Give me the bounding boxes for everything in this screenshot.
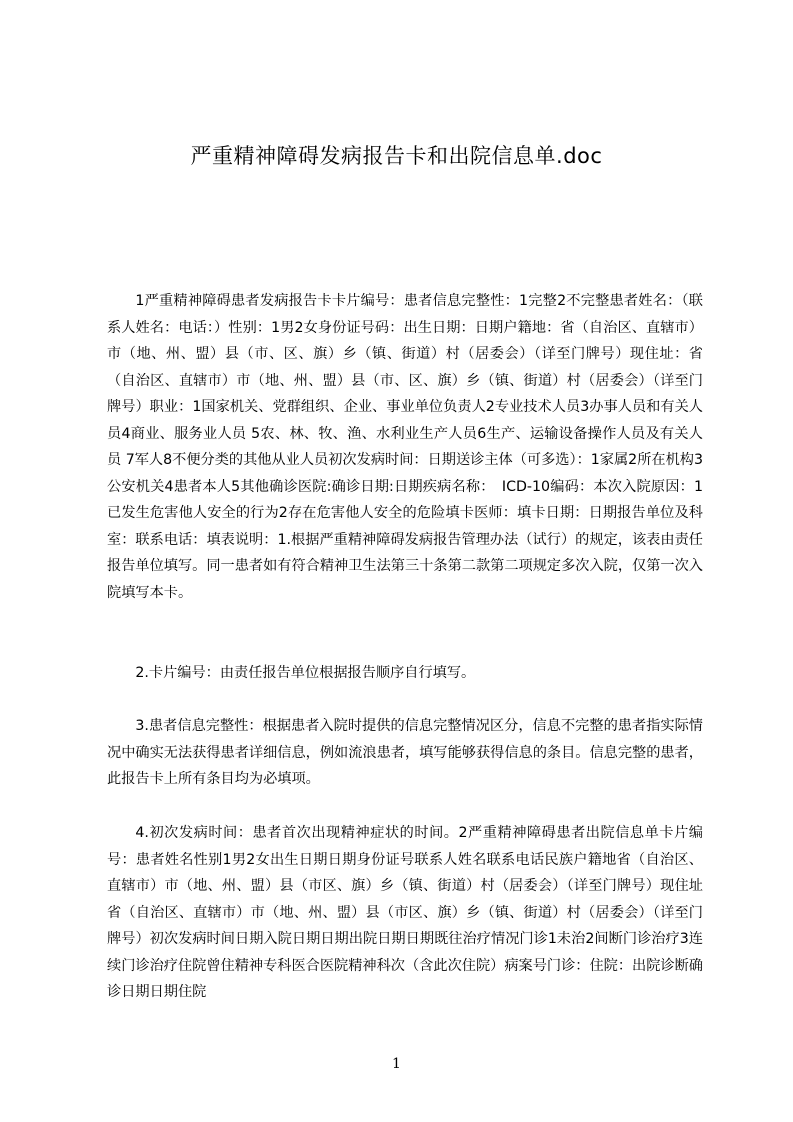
document-title: 严重精神障碍发病报告卡和出院信息单.doc xyxy=(190,144,603,168)
paragraph-2: 2.卡片编号：由责任报告单位根据报告顺序自行填写。 xyxy=(135,665,476,681)
paragraph-1: 1严重精神障碍患者发病报告卡卡片编号：患者信息完整性：1完整2不完整患者姓名：（联系人姓名：电话：）性别：1男2女身份证号码：出生日期：日期户籍地：省（自治区、直辖市）市（地、州、盟）县（市、区、旗）乡（镇、街道）村（居委会）（详至门牌号）现住址：省（自治区、直辖市）市（地、州、盟）县（市、区、旗）乡（镇、街道）村（居委会）（详至门牌号）职业：1国家机关、党群组织、企业、事业单位负责人2专业技术人员3办事人员和有关人员4商业、服务业人员 5农、林、牧、渔、水利业生产人员6生产、运输设备操作人员及有关人员 7军人8不便分类的其他从业人员初次发病时间：日期送诊主体（可多选）：1家属2所在机构3公安机关4患者本人5其他确诊医院:确诊日期:日期疾病名称： ICD-10编码：本次入院原因：1已发生危害他人安全的行为2存在危害他人安全的危险填卡医师：填卡日期：日期报告单位及科室：联系电话：填表说明：1.根据严重精神障碍发病报告管理办法（试行）的规定，该表由责任报告单位填写。同一患者如有符合精神卫生法第三十条第二款第二项规定多次入院，仅第一次入院填写本卡。 xyxy=(107,293,703,601)
paragraph-4: 4.初次发病时间：患者首次出现精神症状的时间。2严重精神障碍患者出院信息单卡片编号：患者姓名性别1男2女出生日期日期身份证号联系人姓名联系电话民族户籍地省（自治区、直辖市）市（地、州、盟）县（市区、旗）乡（镇、街道）村（居委会）（详至门牌号）现住址省（自治区、直辖市）市（地、州、盟）县（市区、旗）乡（镇、街道）村（居委会）（详至门牌号）初次发病时间日期入院日期日期出院日期日期既往治疗情况门诊1未治2间断门诊治疗3连续门诊治疗住院曾住精神专科医合医院精神科次（含此次住院）病案号门诊：住院：出院诊断确诊日期日期住院 xyxy=(107,825,703,1000)
paragraph-3: 3.患者信息完整性：根据患者入院时提供的信息完整情况区分，信息不完整的患者指实际情况中确实无法获得患者详细信息，例如流浪患者，填写能够获得信息的条目。信息完整的患者，此报告卡上所有条目均为必填项。 xyxy=(107,718,703,787)
page-number: 1 xyxy=(392,1056,401,1072)
